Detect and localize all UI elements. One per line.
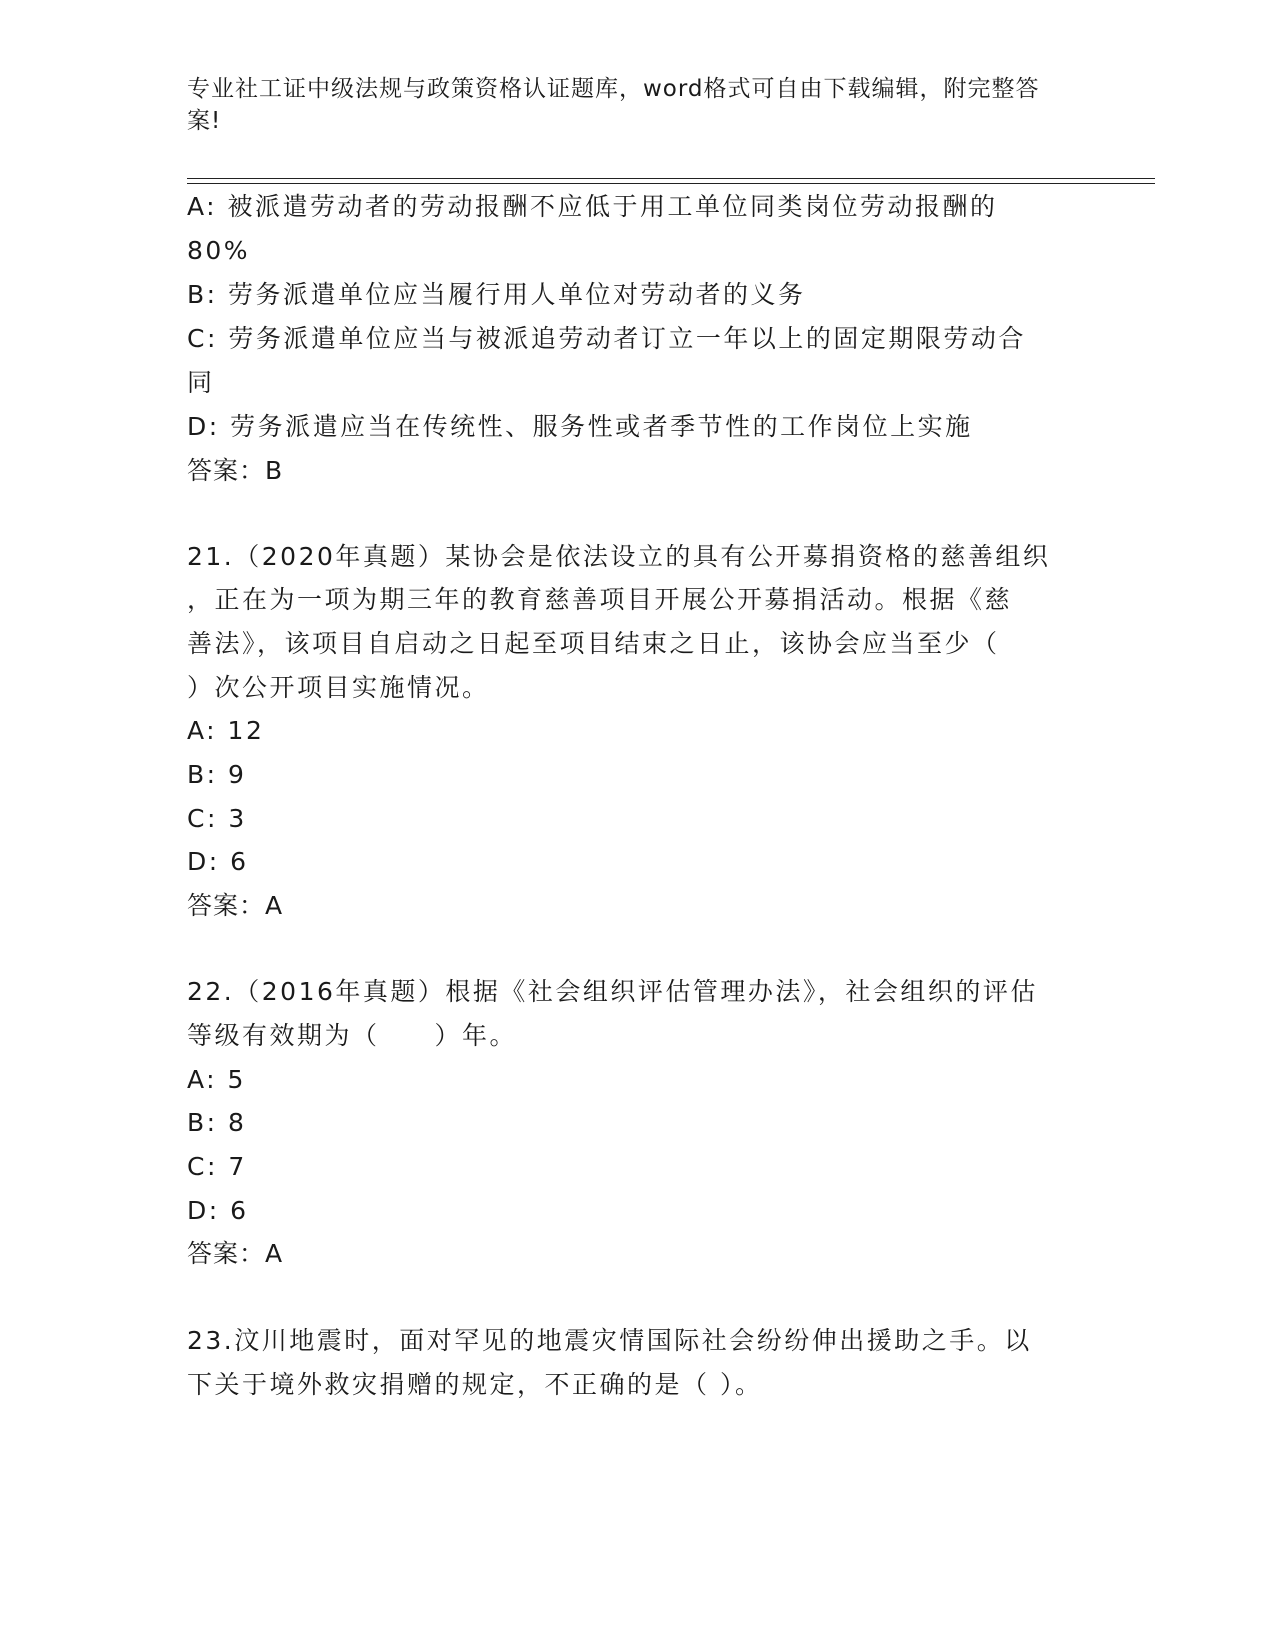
q21-stem-line-3: 善法》，该项目自启动之日起至项目结束之日止，该协会应当至少（: [187, 629, 1000, 658]
q21-stem-line-1: 21.（2020年真题）某协会是依法设立的具有公开募捐资格的慈善组织: [187, 542, 1051, 571]
q22-option-b: B: 8: [187, 1108, 247, 1137]
q22-option-c: C: 7: [187, 1152, 247, 1181]
q22-answer: 答案：A: [187, 1239, 284, 1268]
q23-stem-line-2: 下关于境外救灾捐赠的规定，不正确的是（ ）。: [187, 1370, 763, 1399]
q20-option-a-line-1: A: 被派遣劳动者的劳动报酬不应低于用工单位同类岗位劳动报酬的: [187, 192, 998, 221]
q21-option-d: D: 6: [187, 847, 249, 876]
header-line-1: 专业社工证中级法规与政策资格认证题库，word格式可自由下载编辑，附完整答: [187, 76, 1040, 102]
q21-option-c: C: 3: [187, 804, 247, 833]
q21-stem-line-4: ）次公开项目实施情况。: [187, 673, 490, 702]
page-header: [187, 73, 1067, 137]
q21-option-b: B: 9: [187, 760, 247, 789]
q21-answer: 答案：A: [187, 891, 284, 920]
header-divider-bottom: [187, 183, 1155, 184]
q20-option-c-line-1: C: 劳务派遣单位应当与被派追劳动者订立一年以上的固定期限劳动合: [187, 324, 1026, 353]
q20-answer: 答案：B: [187, 456, 284, 485]
q20-option-d: D: 劳务派遣应当在传统性、服务性或者季节性的工作岗位上实施: [187, 412, 973, 441]
q22-option-d: D: 6: [187, 1196, 249, 1225]
q23-stem-line-1: 23.汶川地震时，面对罕见的地震灾情国际社会纷纷伸出援助之手。以: [187, 1326, 1032, 1355]
q20-option-b: B: 劳务派遣单位应当履行用人单位对劳动者的义务: [187, 280, 806, 309]
header-divider-top: [187, 178, 1155, 179]
q22-stem-line-1: 22.（2016年真题）根据《社会组织评估管理办法》，社会组织的评估: [187, 977, 1038, 1006]
q22-stem-line-2: 等级有效期为（ ）年。: [187, 1021, 518, 1050]
q21-option-a: A: 12: [187, 716, 265, 745]
q20-option-c-line-2: 同: [187, 368, 215, 397]
q22-option-a: A: 5: [187, 1065, 246, 1094]
q20-option-a-line-2: 80%: [187, 236, 251, 265]
q21-stem-line-2: ，正在为一项为期三年的教育慈善项目开展公开募捐活动。根据《慈: [187, 585, 1013, 614]
header-line-2: 案!: [187, 108, 222, 134]
